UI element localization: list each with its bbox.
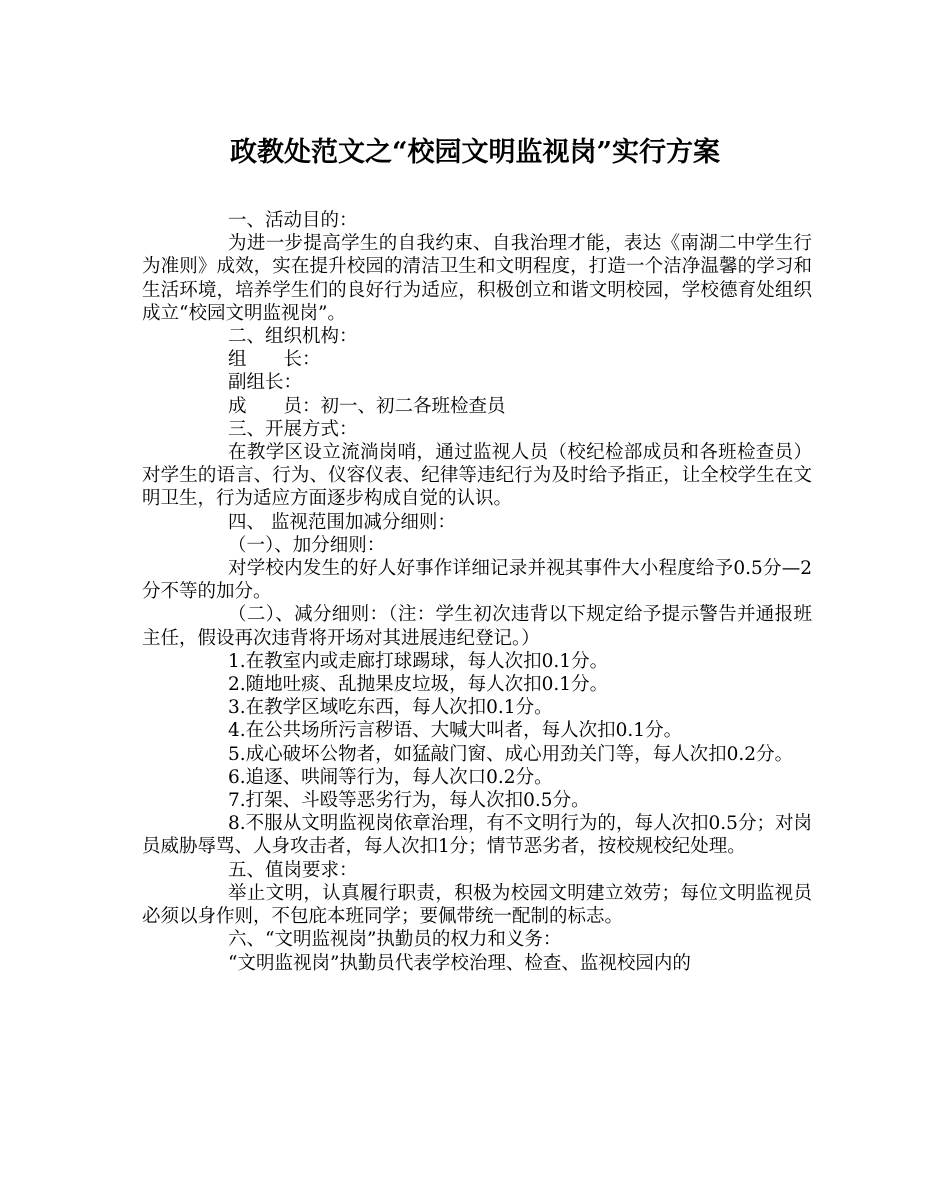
org-members-line: 成 员：初一、初二各班检查员 [228, 395, 506, 417]
rights-paragraph: “文明监视岗”执勤员代表学校治理、检查、监视校园内的 [228, 952, 691, 974]
section-heading-organization: 二、组织机构： [228, 326, 358, 348]
deduction-item-4: 4.在公共场所污言秽语、大喊大叫者，每人次扣0.1分。 [228, 720, 683, 742]
section-heading-purpose: 一、活动目的： [228, 210, 358, 231]
deduction-item-7: 7.打架、斗殴等恶劣行为，每人次扣0.5分。 [228, 790, 590, 812]
deduction-item-8: 8.不服从文明监视岗依章治理，有不文明行为的，每人次扣0.5分；对岗员威胁辱骂、人身攻击者，每人次扣1分；情节恶劣者，按校规校纪处理。 [142, 813, 812, 858]
duty-paragraph: 举止文明，认真履行职责，积极为校园文明建立效劳；每位文明监视员必须以身作则，不包庇本班同学；要佩带统一配制的标志。 [142, 882, 812, 928]
document-body [142, 209, 812, 975]
subheading-bonus: （一）、加分细则： [228, 534, 386, 556]
org-deputy-line: 副组长： [228, 372, 303, 394]
deduction-item-1: 1.在教室内或走廊打球踢球，每人次扣0.1分。 [228, 650, 609, 672]
deduction-item-6: 6.追逐、哄闹等行为，每人次口0.2分。 [228, 766, 553, 788]
deduction-item-3: 3.在教学区域吃东西，每人次扣0.1分。 [228, 697, 553, 719]
deduction-item-2: 2.随地吐痰、乱抛果皮垃圾，每人次扣0.1分。 [228, 674, 609, 696]
purpose-paragraph: 为进一步提高学生的自我约束、自我治理才能，表达《南湖二中学生行为准则》成效，实在提升校园的清洁卫生和文明程度，打造一个洁净温馨的学习和生活环境，培养学生们的良好行为适应，积极创立和谐文明校园，学校德育处组织成立“校园文明监视岗”。 [142, 233, 812, 324]
section-heading-rights: 六、“文明监视岗”执勤员的权力和义务： [228, 929, 562, 951]
section-heading-duty: 五、值岗要求： [228, 859, 358, 881]
section-heading-scoring: 四、 监视范围加减分细则： [228, 511, 456, 533]
deduction-item-5: 5.成心破坏公物者，如猛敲门窗、成心用劲关门等，每人次扣0.2分。 [228, 743, 794, 765]
section-heading-method: 三、开展方式： [228, 418, 358, 440]
subheading-deduction: （二）、减分细则：（注：学生初次违背以下规定给予提示警告并通报班主任，假设再次违背将开场对其进展违纪登记。） [142, 604, 812, 649]
document-title: 政教处范文之“校园文明监视岗”实行方案 [229, 137, 721, 168]
org-leader-line: 组 长： [228, 349, 321, 371]
bonus-paragraph: 对学校内发生的好人好事作详细记录并视其事件大小程度给予0.5分—2分不等的加分。 [142, 558, 812, 603]
method-paragraph: 在教学区设立流淌岗哨，通过监视人员（校纪检部成员和各班检查员）对学生的语言、行为、仪容仪表、纪律等违纪行为及时给予指正，让全校学生在文明卫生，行为适应方面逐步构成自觉的认识。 [142, 442, 812, 510]
